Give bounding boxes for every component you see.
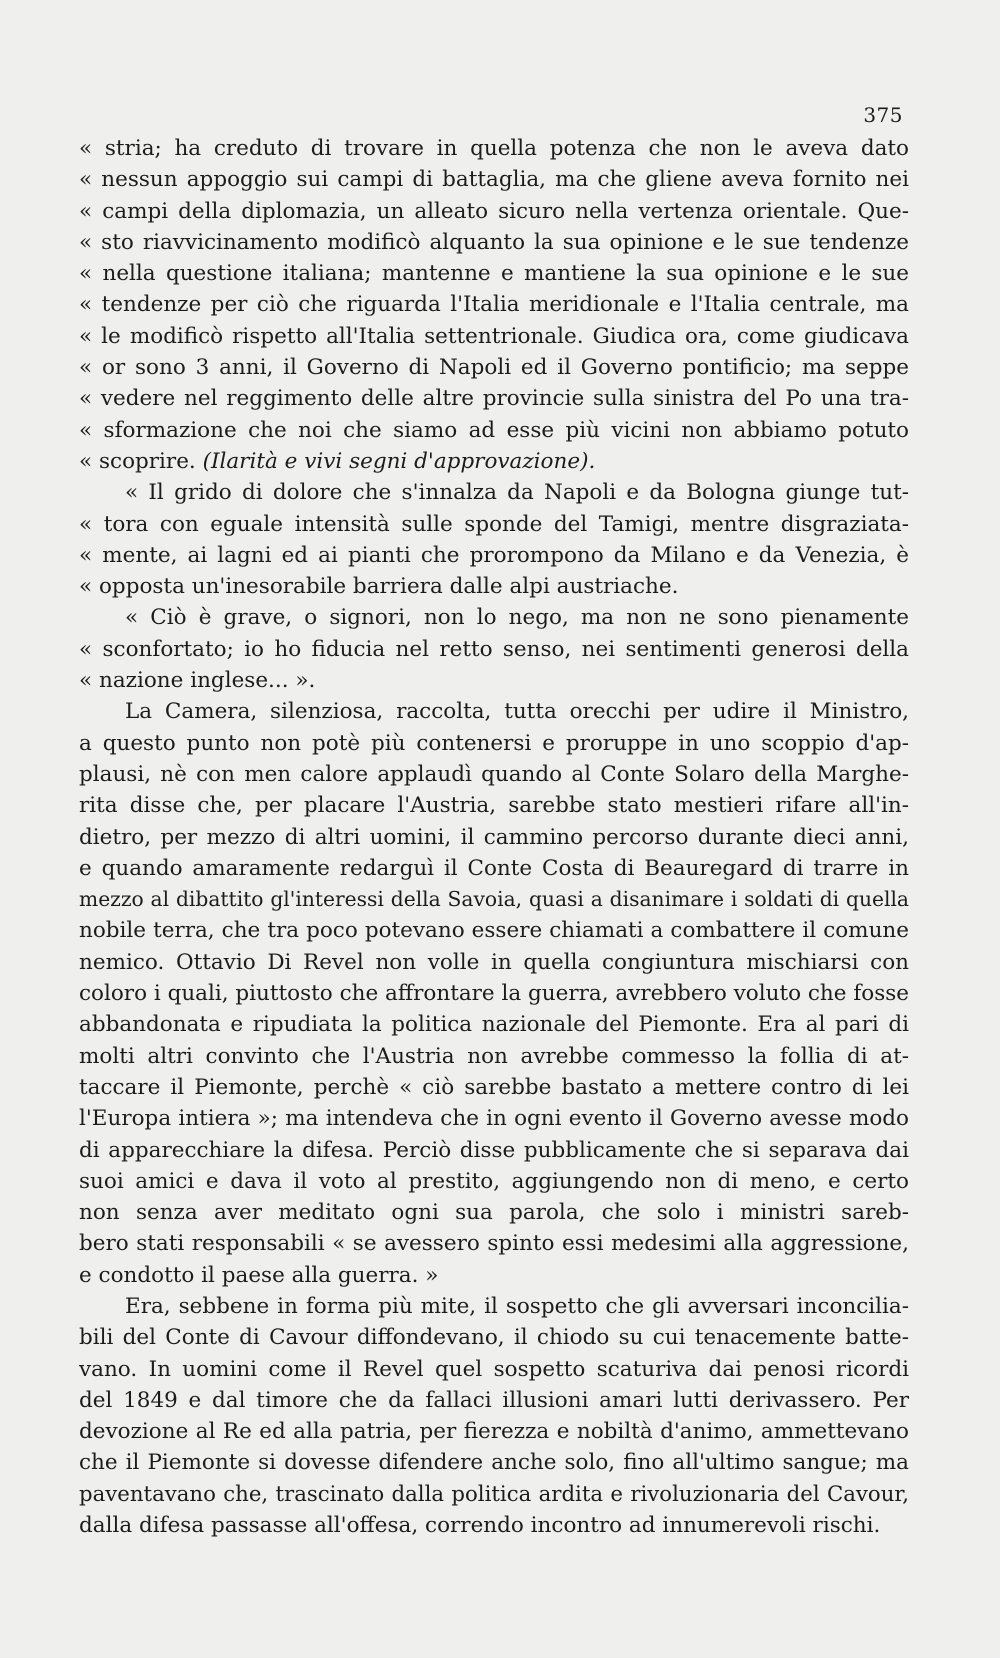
text-line: « tendenze per ciò che riguarda l'Italia meridionale e l'Italia centrale, ma [79,292,909,318]
text-line: abbandonata e ripudiata la politica nazionale del Piemonte. Era al pari di [79,1012,909,1038]
text-line: l'Europa intiera »; ma intendeva che in ogni evento il Governo avesse modo [79,1106,909,1132]
text-line: devozione al Re ed alla patria, per fierezza e nobiltà d'animo, ammettevano [79,1419,909,1445]
text-line: molti altri convinto che l'Austria non avrebbe commesso la follia di at- [79,1043,909,1069]
text-line: taccare il Piemonte, perchè « ciò sarebbe bastato a mettere contro di lei [79,1074,909,1100]
stage-direction: (Ilarità e vivi segni d'approvazione). [202,448,596,474]
text-line: « mente, ai lagni ed ai pianti che prorompono da Milano e da Venezia, è [79,542,909,568]
text-line: di apparecchiare la difesa. Perciò disse pubblicamente che si separava dai [79,1137,909,1163]
text-line: nemico. Ottavio Di Revel non volle in quella congiuntura mischiarsi con [79,949,909,975]
text-line: « stria; ha creduto di trovare in quella potenza che non le aveva dato [79,136,909,161]
text-line: « tora con eguale intensità sulle sponde del Tamigi, mentre disgraziata- [79,511,909,537]
text-line: « nazione inglese... ». [79,668,316,694]
text-line: del 1849 e dal timore che da fallaci illusioni amari lutti derivassero. Per [79,1387,909,1413]
text-line: « opposta un'inesorabile barriera dalle alpi austriache. [79,574,679,600]
text-line: coloro i quali, piuttosto che affrontare la guerra, avrebbero voluto che fosse [79,981,910,1007]
text-line: « Il grido di dolore che s'innalza da Napoli e da Bologna giunge tut- [125,480,909,506]
text-line: nobile terra, che tra poco potevano essere chiamati a combattere il comune [79,918,909,944]
text-line-with-stage-direction [79,446,909,477]
text-line: bero stati responsabili « se avessero spinto essi medesimi alla aggressione, [79,1231,909,1257]
text-line: e condotto il paese alla guerra. » [79,1262,439,1288]
text-line: dalla difesa passasse all'offesa, correndo incontro ad innumerevoli rischi. [79,1513,881,1539]
text-line: « or sono 3 anni, il Governo di Napoli ed il Governo pontificio; ma seppe [79,355,909,381]
text-line: « sto riavvicinamento modificò alquanto la sua opinione e le sue tendenze [79,229,909,255]
text-line: « Ciò è grave, o signori, non lo nego, ma non ne sono pienamente [125,605,909,631]
text-line: che il Piemonte si dovesse difendere anche solo, fino all'ultimo sangue; ma [79,1450,909,1476]
body-text [79,133,909,1541]
text-line: « vedere nel reggimento delle altre provincie sulla sinistra del Po una tra- [79,386,909,412]
text-line: « sconfortato; io ho fiducia nel retto senso, nei sentimenti generosi della [79,636,909,662]
text-line: « le modificò rispetto all'Italia settentrionale. Giudica ora, come giudicava [79,323,909,349]
text-line: « nella questione italiana; mantenne e mantiene la sua opinione e le sue [79,261,909,287]
text-line: e quando amaramente redarguì il Conte Costa di Beauregard di trarre in [79,855,909,881]
text-line: rita disse che, per placare l'Austria, sarebbe stato mestieri rifare all'in- [79,793,909,819]
text-line: « sformazione che noi che siamo ad esse più vicini non abbiamo potuto [79,417,909,443]
text-line: mezzo al dibattito gl'interessi della Savoia, quasi a disanimare i soldati di quella [79,887,909,912]
text-line: Era, sebbene in forma più mite, il sospetto che gli avversari inconcilia- [125,1293,909,1319]
text-line: plausi, nè con men calore applaudì quando al Conte Solaro della Marghe- [79,761,909,787]
text-line: « nessun appoggio sui campi di battaglia, ma che gliene aveva fornito nei [79,167,909,193]
text-line: « campi della diplomazia, un alleato sicuro nella vertenza orientale. Que- [79,198,909,224]
page-number: 375 [863,103,903,127]
text-line: vano. In uomini come il Revel quel sospetto scaturiva dai penosi ricordi [79,1356,909,1382]
text-line: bili del Conte di Cavour diffondevano, il chiodo su cui tenacemente batte- [79,1325,909,1351]
text-line: « scoprire. [79,448,196,474]
text-line: paventavano che, trascinato dalla politica ardita e rivoluzionaria del Cavour, [79,1481,909,1507]
text-line: dietro, per mezzo di altri uomini, il cammino percorso durante dieci anni, [79,824,909,850]
text-line: La Camera, silenziosa, raccolta, tutta orecchi per udire il Ministro, [125,699,909,725]
text-line: suoi amici e dava il voto al prestito, aggiungendo non di meno, e certo [79,1168,909,1194]
text-line: a questo punto non potè più contenersi e proruppe in uno scoppio d'ap- [79,730,909,756]
text-line: non senza aver meditato ogni sua parola, che solo i ministri sareb- [79,1200,909,1226]
